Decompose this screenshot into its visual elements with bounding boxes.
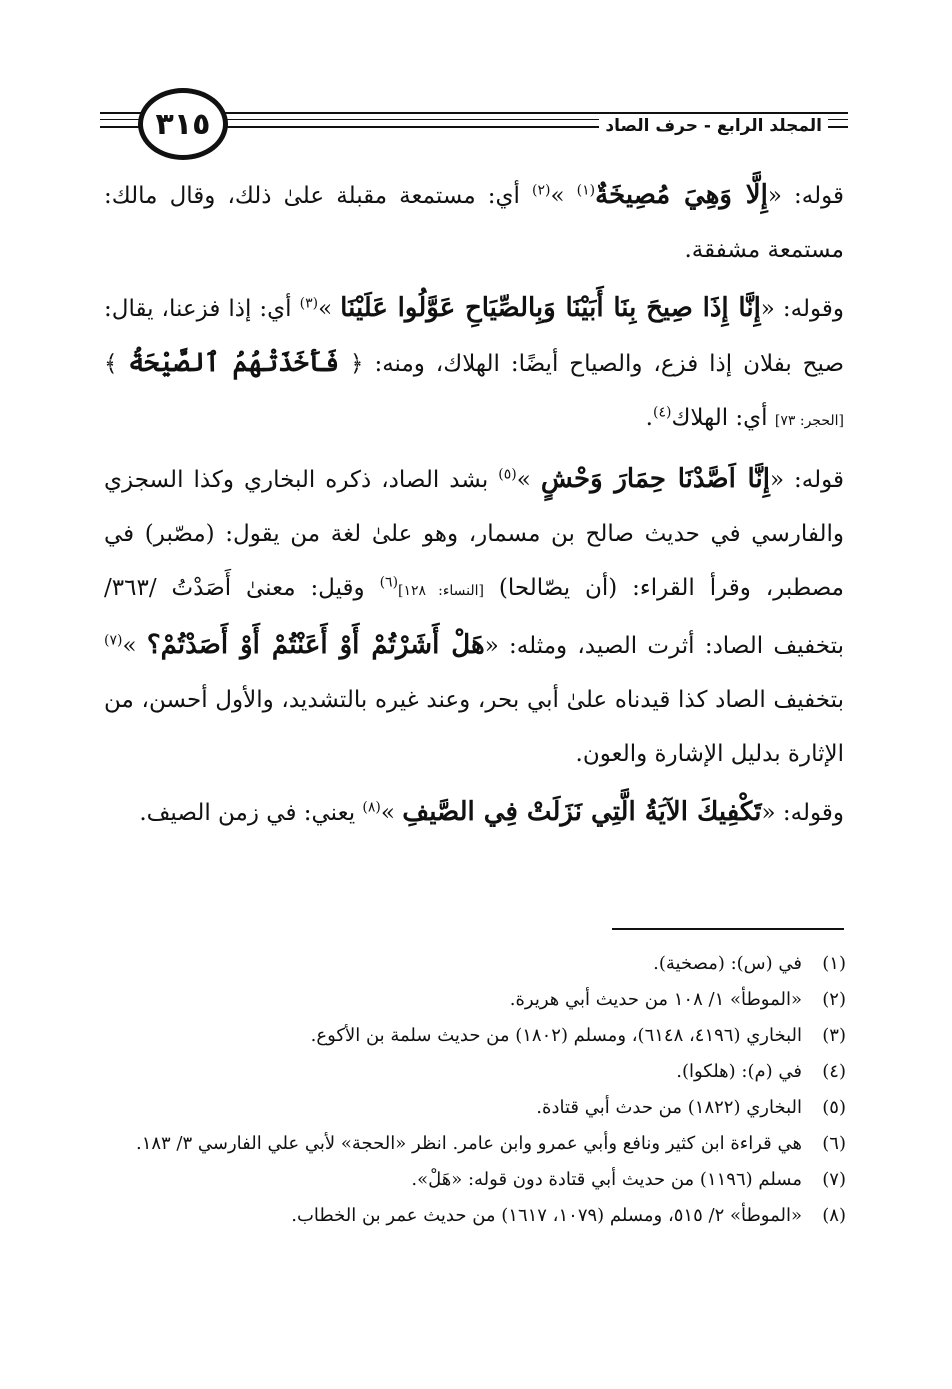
- footnote-ref: (١): [576, 182, 596, 199]
- footnote-ref: (٦): [379, 574, 399, 591]
- verse-reference: [الحجر: ٧٣]: [774, 413, 844, 429]
- footnote-text: «الموطأ» ٢/ ٥١٥، ومسلم (١٠٧٩، ١٦١٧) من حديث عمر بن الخطاب.: [291, 1205, 802, 1226]
- footnote-number: (١): [822, 953, 846, 974]
- footnote-number: (٤): [822, 1061, 846, 1082]
- footnote-item: [104, 1020, 846, 1052]
- footnote-ref: (٧): [104, 632, 123, 649]
- footnote-item: [104, 1092, 846, 1124]
- footnote-text: في (م): (هلكوا).: [676, 1061, 802, 1082]
- footnote-text: البخاري (٤١٩٦، ٦١٤٨)، ومسلم (١٨٠٢) من حديث سلمة بن الأكوع.: [310, 1025, 802, 1046]
- hadith-quote: إِنَّا إِذَا صِيحَ بِنَا أَبَيْنَا وَبِالصِّيَاحِ عَوَّلُوا عَلَيْنَا: [340, 293, 761, 323]
- quran-verse: فَأَخَذَتْهُمُ ٱلصَّيْحَةُ: [128, 348, 340, 378]
- footnote-text: «الموطأ» ١/ ١٠٨ من حديث أبي هريرة.: [509, 989, 802, 1010]
- footnote-ref: (٤): [652, 404, 672, 421]
- footnote-number: (٨): [822, 1205, 846, 1226]
- footnote-item: [104, 984, 846, 1016]
- footnote-text: مسلم (١١٩٦) من حديث أبي قتادة دون قوله: «هَلْ».: [411, 1169, 802, 1190]
- hadith-quote: إِنَّا اَصَّدْنَا حِمَارَ وَحْشٍ: [540, 464, 770, 494]
- paragraph-4: وقوله: «تَكْفِيكَ الآيَةُ الَّتِي نَزَلَتْ فِي الصَّيفِ »$^{(٨)}$ يعني: في زمن الصيف.: [139, 797, 844, 827]
- footnote-ref: (٢): [532, 182, 551, 199]
- footnote-item: [104, 948, 846, 980]
- hadith-quote: إِلَّا وَهِيَ مُصِيخَةٌ: [595, 180, 768, 210]
- page-number: [138, 88, 228, 160]
- footnote-ref: (٨): [362, 799, 381, 816]
- main-text: [104, 168, 844, 844]
- footnote-text: هي قراءة ابن كثير ونافع وأبي عمرو وابن عامر. انظر «الحجة» لأبي علي الفارسي ٣/ ١٨٣.: [135, 1133, 802, 1154]
- hadith-quote: هَلْ أَشَرْتُمْ أَوْ أَعَنْتُمْ أَوْ أَصَدْتُمْ؟: [146, 630, 485, 660]
- footnote-item: [104, 1056, 846, 1088]
- footnote-item: [104, 1164, 846, 1196]
- footnote-number: (٦): [822, 1133, 846, 1154]
- paragraph-2: وقوله: «إِنَّا إِذَا صِيحَ بِنَا أَبَيْنَا وَبِالصِّيَاحِ عَوَّلُوا عَلَيْنَا »$^{(٣)}$ أي: إذا فزعنا، يقال: صيح بفلان إذا فزع، والصياح أيضًا: الهلاك، ومنه: ﴿ فَأَخَذَتْهُمُ ٱلصَّيْحَةُ ﴾ [الحجر: ٧٣] أي: الهلاك$^{(٤)}$.: [104, 293, 844, 431]
- footnote-number: (٢): [822, 989, 846, 1010]
- running-title: المجلد الرابع - حرف الصاد: [599, 116, 828, 136]
- footnote-number: (٣): [822, 1025, 846, 1046]
- paragraph-3: قوله: «إِنَّا اَصَّدْنَا حِمَارَ وَحْشٍ »$^{(٥)}$ بشد الصاد، ذكره البخاري وكذا السجزي والفارسي في حديث صالح بن مسمار، وهو علىٰ لغة من يقول: (مصّبر) في مصطبر، وقرأ القراء: (أن يصّالحا) [النساء: ١٢٨]$^{(٦)}$ وقيل: معنىٰ أَصَدْتُ /٣٦٣/ بتخفيف الصاد: أثرت الصيد، ومثله: «هَلْ أَشَرْتُمْ أَوْ أَعَنْتُمْ أَوْ أَصَدْتُمْ؟ »$^{(٧)}$ بتخفيف الصاد كذا قيدناه علىٰ أبي بحر، وعند غيره بالتشديد، والأول أحسن، من الإثارة بدليل الإشارة والعون.: [104, 464, 844, 767]
- footnote-separator: [612, 928, 844, 930]
- hadith-quote: تَكْفِيكَ الآيَةُ الَّتِي نَزَلَتْ فِي الصَّيفِ: [402, 797, 762, 827]
- footnotes: [104, 948, 846, 1236]
- paragraph-1: قوله: «إِلَّا وَهِيَ مُصِيخَةٌ$^{(١)}$ »$^{(٢)}$ أي: مستمعة مقبلة علىٰ ذلك، وقال مالك: مستمعة مشفقة.: [104, 180, 844, 263]
- footnote-text: البخاري (١٨٢٢) من حدث أبي قتادة.: [536, 1097, 802, 1118]
- page-number-text: ٣١٥: [155, 106, 211, 142]
- verse-reference: [النساء: ١٢٨]: [398, 583, 484, 599]
- footnote-item: [104, 1128, 846, 1160]
- footnote-item: [104, 1200, 846, 1232]
- footnote-number: (٥): [822, 1097, 846, 1118]
- footnote-ref: (٥): [498, 466, 517, 483]
- footnote-ref: (٣): [299, 295, 319, 312]
- footnote-number: (٧): [822, 1169, 846, 1190]
- footnote-text: في (س): (مصخية).: [653, 953, 802, 974]
